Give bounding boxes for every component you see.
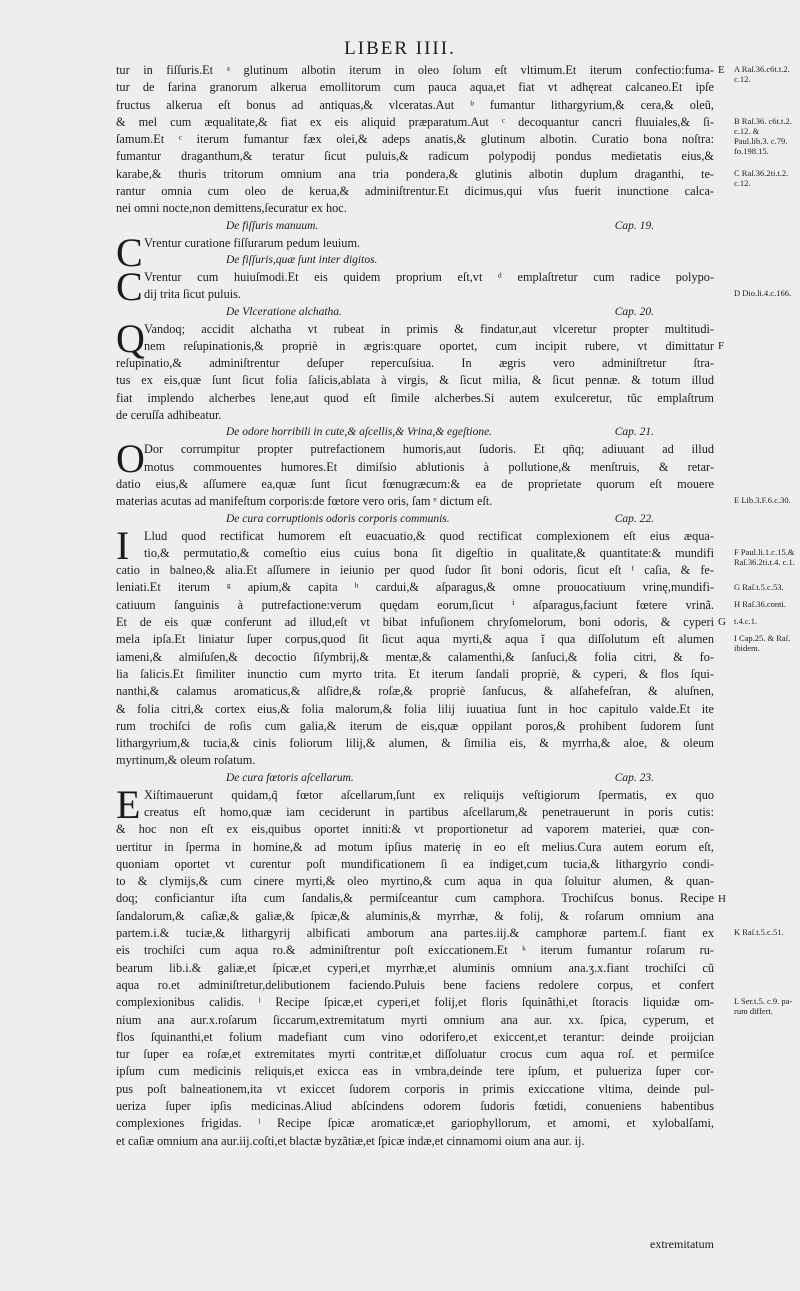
page-body (116, 62, 714, 1150)
text-line: uertitur in ſperma in homine,& ad motum ipſius materię in eo eſt melius.Cura autem eorum eſt, (116, 839, 714, 854)
text-line: reſupinatio,& adminiſtrentur deſuper repercuſsiua. In ægris vero adminiſtretur ſtra- (116, 356, 714, 371)
paragraph (116, 62, 714, 218)
text-line: de ceruſſa adhibeatur. (116, 408, 222, 423)
text-line: tus ex eis,quæ ſunt ſicut folia ſalicis,ablata à virgis, & ſicut milia, & ſicut pennæ. & totum illud (116, 373, 714, 388)
drop-cap: Q (116, 315, 145, 361)
text-line: creatus eſt homo,quæ iam ceciderunt in partibus aſcellarum,& penetrauerunt in poris cutis: (144, 804, 714, 819)
text-line: complexiones frigidas. ˡ Recipe ſpicæ aromaticæ,et gariophyllorum, et amomi, et xylobalſami, (116, 1116, 714, 1131)
drop-cap: I (116, 522, 130, 568)
chapter-title: De cura corruptionis odoris corporis communis. (226, 512, 450, 525)
text-line: fructus alkerua eſt bonus ad antiquas,& vlceratas.Aut ᵇ fumantur lithargyrium,& cera,& oleũ, (116, 97, 714, 112)
text-line: myrtinum,& oleum roſatum. (116, 753, 256, 768)
paragraph-with-initial (116, 522, 714, 568)
catchword: extremitatum (650, 1237, 714, 1251)
text-line: lithargyrium,& tucia,& cinis foliorum lilij,& alumen, & ſimilia eis, & myrrha,& aloe, & oleum (116, 736, 714, 751)
text-line: tio,& permutatio,& comeſtio eius cuius bona ſit digeſtio in qualitate,& quantitate:& mundifi (144, 545, 714, 560)
text-line: Dor corrumpitur propter putrefactionem humoris,aut ſudoris. Et qñq; adiuuant ad illud (144, 442, 714, 457)
paragraph-with-initial (116, 781, 714, 827)
margin-section-letter: E (718, 64, 725, 76)
text-line: Vandoq; accidit alchatha vt rubeat in primis & findatur,aut vlceretur propter multitudi- (144, 321, 714, 336)
chapter-number: Cap. 21. (614, 426, 654, 439)
text-line: tur in fiſſuris.Et ᵃ glutinum albotin iterum in oleo ſolum eſt vltimum.Et iterum confectio:fuma- (116, 63, 714, 77)
chapter-title: De odore horribili in cute,& aſcellis,& Vrina,& egeſtione. (226, 426, 493, 439)
text-line: & mel cum æqualitate,& fiat ex eis aliquid præparatum.Aut ᶜ decoquantur cancri fluuiales,& ſi- (116, 114, 714, 129)
chapter-heading (116, 770, 714, 787)
chapter-heading (116, 252, 714, 269)
text-line: catio in balneo,& alia.Et aſſumere in ieiunio per quod ſudor ſit boni odoris, ſicut eſt ᶠ caſia, & fe- (116, 563, 714, 578)
text-line: & hoc non eſt ex eis,quibus oportet inniti:& vt proportionetur ad vaporem materiei, quæ con- (116, 822, 714, 837)
paragraph (116, 821, 714, 1150)
chapter-number: Cap. 20. (614, 305, 654, 318)
chapter-title: De fiſſuris,quæ ſunt inter digitos. (226, 253, 378, 266)
chapter-number: Cap. 22. (614, 512, 654, 525)
chapter-heading (116, 218, 714, 235)
text-line: et caſiæ omnium ana aur.iij.coſti,et blactæ byzãtiæ,et ſpicæ indæ,et cinnamomi oium ana aur. ij. (116, 1133, 585, 1148)
text-line: leniati.Et iterum ᵍ apium,& capita ʰ cardui,& aſparagus,& omne prouocatiuum vrinę,mundifi- (116, 580, 714, 595)
text-line: tur ſuper ea roſæ,et extremitates myrti contritæ,et diſſoluatur crocus cum aqua roſ. et permiſce (116, 1047, 714, 1062)
chapter-heading (116, 511, 714, 528)
text-line: bearum lib.i.& galiæ,et ſpicæ,et cyperi,et myrrhæ,et aluminis omnium ana.ʒ.x.fiant trochiſci cũ (116, 960, 714, 975)
text-line: flos ſquinanthi,et folium madefiant cum vino odorifero,et exiccent,et terantur: deinde proijcian (116, 1029, 714, 1044)
text-line: dij trita ſicut puluis. (144, 287, 242, 302)
paragraph (116, 562, 714, 770)
chapter-number: Cap. 19. (614, 219, 654, 232)
text-line: nem reſupinationis,& propriè in ægris:quare oportet, cum incipit rubere, vt dimittatur (144, 338, 714, 353)
margin-section-letter: H (718, 892, 726, 905)
text-line: ſandalorum,& caſiæ,& galiæ,& ſpicæ,& aluminis,& myrrhæ, & folij, & roſarum omnium ana (116, 908, 714, 923)
page-header: LIBER IIII. (344, 38, 456, 59)
margin-section-letter: F (718, 339, 725, 352)
margin-citation: E Lib.3.F.6.c.30. (734, 495, 791, 506)
text-line: fiat implendo alcherbes lene,aut quod eſt ſimile alcherbes.Si autem exulceretur, tũc emplaſtrum (116, 390, 714, 405)
drop-cap: C (116, 229, 143, 275)
text-line: Vrentur cum huiuſmodi.Et eis quidem proprium eſt,vt ᵈ emplaſtretur cum radice polypo- (144, 269, 714, 284)
margin-citation: F Paul.li.1.c.15.& Raſ.36.2ti.t.4. c.1. (734, 546, 795, 567)
text-line: mela ipſa.Et liniatur ſuper corpus,quod ſit ſicut aqua myrti,& aqua ĩ qua diſſolutum eſt alumen (116, 632, 714, 647)
text-line: doq; conficiantur iſta cum ſandalis,& permiſceantur cum camphora. Trochiſcus bonus. Recipe (116, 891, 714, 906)
paragraph-with-initial (116, 315, 714, 373)
text-line: nium ana aur.x.roſarum ſiccarum,extremitatum myrti omnium ana aur. xx. ſpica, cyperum, et (116, 1012, 714, 1027)
paragraph (116, 372, 714, 424)
chapter-heading (116, 424, 714, 441)
text-line: Llud quod rectificat humorem eſt euacuatio,& quod rectificat complexionem eſt eius æqua- (144, 528, 714, 543)
drop-cap: C (116, 263, 143, 309)
text-line: Vrentur curatione fiſſurarum pedum leuium. (144, 235, 361, 250)
text-line: ueriza ſuper ipſis medicinas.Aliud abſcindens odorem ſudoris fœtidi, conueniens habentibus (116, 1099, 714, 1114)
margin-citation: K Raſ.t.5.c.51. (734, 927, 784, 938)
chapter-title: De Vlceratione alchatha. (226, 305, 342, 318)
text-line: rum trochiſci de roſis cum galia,& iterum de eis,quæ oppilant poros,& prohibent ſudorem ſunt (116, 718, 714, 733)
margin-citation: H Raſ.36.conti. (734, 598, 786, 609)
text-line: nei omni nocte,non demittens,ſecuratur ex hoc. (116, 201, 347, 216)
text-line: tur de farina granorum alkerua emollitorum cum pauca aqua,et fiat vt adhęreat calcaneo.Et ipſe (116, 80, 714, 95)
drop-cap: O (116, 436, 145, 482)
chapter-title: De cura fœtoris aſcellarum. (226, 771, 354, 784)
paragraph-with-initial (116, 436, 714, 482)
margin-citation: B Raſ.36. c6t.t.2. c.12. & Paul.lib.3. c.79. fo.198.15. (734, 115, 792, 156)
text-line: Et de eis quæ conferunt ad illud,eſt vt bibat infuſionem chryſomelorum, boni odoris, & cyperi (116, 615, 714, 630)
text-line: pus poſt balneationem,ita vt exiccet ſudorem corporis in primis exiccatione vltima, deinde pul- (116, 1081, 714, 1096)
text-line: quoniam oportet vt curentur poſt mundificationem ſi ea indiget,cum tucia,& lithargyrio condi- (116, 856, 714, 871)
text-line: aqua ro.et adminiſtretur,delibutionem faciendo.Puluis bene faciens redolere corpus, et confert (116, 977, 714, 992)
text-line: Xiſtimauerunt quidam,q̃ fœtor aſcellarum,ſunt ex reliquijs veſtigiorum ſpermatis, ex quo (144, 787, 714, 802)
text-line: fumantur draganthum,& teratur ſicut puluis,& radicum polypodij pondus medietatis eius,& (116, 149, 714, 164)
margin-citation: C Raſ.36.2ti.t.2. c.12. (734, 167, 789, 188)
text-line: catiuum ſanguinis à putrefactione:verum quędam eorum,ſicut ⁱ aſparagus,faciunt fœtere vrinã. (116, 597, 714, 612)
text-line: ſamum.Et ᶜ iterum fumantur fæx olei,& adeps anatis,& glutinum albotin. Curatio bona noſtra: (116, 132, 714, 147)
paragraph-with-initial (116, 263, 714, 309)
text-line: nanthi,& calamus aromaticus,& alſidre,& roſæ,& propriè ſanſucus, & alſahefeſran, & aluſnen, (116, 684, 714, 699)
margin-citation: G Raſ.t.5.c.53. (734, 581, 784, 592)
margin-citation: A Raſ.36.c6t.t.2. c.12. (734, 64, 790, 84)
chapter-heading (116, 304, 714, 321)
text-line: eis trochiſci cum aqua ro.& adminiſtrentur poſt exiccationem.Et ᵏ iterum fumantur roſarum ru- (116, 943, 714, 958)
text-line: datio eius,& aſſumere ea,quæ ſunt ſicut fœnugræcum:& ea de proprietate quorum eſt mouere (116, 476, 714, 491)
text-line: iameni,& almiſuſen,& decoctio ſiſymbrij,& mentæ,& calamenthi,& ſanſuci,& folia citri, & fo- (116, 649, 714, 664)
text-line: karabe,& thuris tritorum omnium ana tria pondera,& glutinis albotin duplum draganthi, te- (116, 166, 714, 181)
margin-citation: t.4.c.1. (734, 616, 758, 627)
text-line: materias acutas ad manifeſtum corporis:de fœtore vero oris, ſam ᵉ dictum eſt. (116, 494, 493, 509)
text-line: partem.i.& tuciæ,& lithargyrij albificati amborum ana partes.iij.& camphoræ partem.ſ. fiant ex (116, 926, 714, 941)
drop-cap: E (116, 781, 141, 827)
text-line: rantur omnia cum oleo de kerua,& adminiſtrentur.Et dicimus,qui vſus fuerit inunctione calca- (116, 184, 714, 199)
text-line: to & clymijs,& cum cinere myrti,& oleo myrtino,& cum aqua in qua ſoluitur alumen, & quan- (116, 874, 714, 889)
margin-citation: L Ser.t.5. c.9. pa- rum differt. (734, 996, 793, 1017)
margin-section-letter: G (718, 616, 726, 629)
chapter-title: De fiſſuris manuum. (226, 219, 319, 232)
text-line: lia ſalicis.Et ſimiliter inunctio cum myrto trita. Et iterum ſandali propriè, & cyperi, & flos ſqui- (116, 666, 714, 681)
margin-citation: I Cap.25. & Raſ. ibidem. (734, 633, 791, 654)
text-line: complexionibus calidis. ˡ Recipe ſpicæ,et cyperi,et folij,et floris ſquinãthi,et ſtoracis liquidæ om- (116, 995, 714, 1010)
chapter-number: Cap. 23. (614, 771, 654, 784)
paragraph (116, 476, 714, 511)
text-line: motus commouentes humores.Et dimiſsio ablutionis à pollutione,& menſtruis, & retar- (144, 459, 714, 474)
text-line: & folia citri,& cortex eius,& folia malorum,& folia lilij iuuatiua ſunt in hoc capitulo valde.Et ite (116, 701, 714, 716)
text-line: ipſum cum medicinis reliquis,et exicca eas in vmbra,deinde tere ipſum, et pulueriza ſuper cor- (116, 1064, 714, 1079)
margin-citation: D Dio.li.4.c.166. (734, 288, 792, 299)
